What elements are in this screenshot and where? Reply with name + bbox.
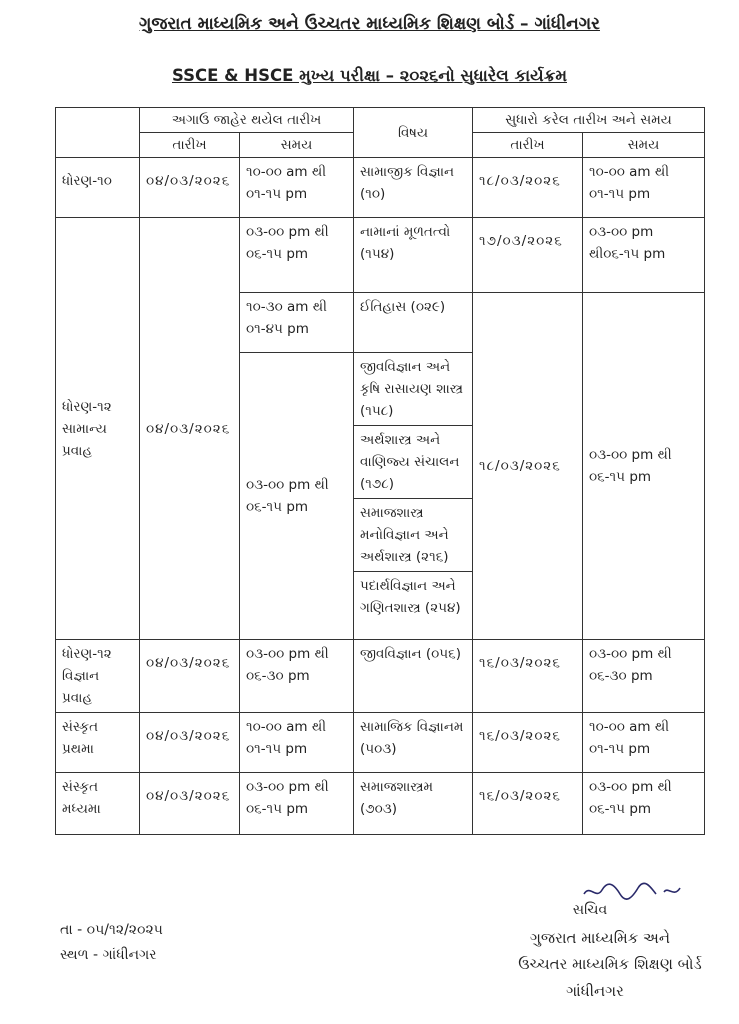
header-announced: અગાઉ જાહેર થયેલ તારીખ [140, 108, 354, 133]
new-date: ૧૮/૦૩/૨૦૨૬ [473, 293, 583, 640]
old-date: ૦૪/૦૩/૨૦૨૬ [140, 773, 240, 835]
new-time: ૦૩-૦૦ pm થી ૦૬-૧૫ pm [583, 773, 705, 835]
new-date: ૧૮/૦૩/૨૦૨૬ [473, 158, 583, 218]
header-time: સમય [240, 133, 354, 158]
subject: નામાનાં મૂળતત્વો (૧૫૪) [354, 218, 473, 293]
old-time: ૦૩-૦૦ pm થી ૦૬-૧૫ pm [240, 353, 354, 640]
subject: સામાજિક વિજ્ઞાનમ (૫૦૩) [354, 713, 473, 773]
old-date: ૦૪/૦૩/૨૦૨૬ [140, 158, 240, 218]
new-time: ૦૩-૦૦ pm થી ૦૬-૧૫ pm [583, 293, 705, 640]
board-title: ગુજરાત માધ્યમિક અને ઉચ્ચતર માધ્યમિક શિક્ષણ બોર્ડ – ગાંધીનગર [139, 14, 600, 34]
row-standard: ધોરણ-૧૦ [56, 158, 140, 218]
old-time: ૧૦-૦૦ am થી ૦૧-૧૫ pm [240, 713, 354, 773]
subject: અર્થશાસ્ત્ર અને વાણિજ્ય સંચાલન (૧૭૮) [354, 426, 473, 499]
row-standard: ધોરણ-૧૨ વિજ્ઞાન પ્રવાહ [56, 640, 140, 713]
old-time: ૦૩-૦૦ pm થી ૦૬-૩૦ pm [240, 640, 354, 713]
row-standard: ધોરણ-૧૨ સામાન્ય પ્રવાહ [56, 218, 140, 640]
secretary-label: સચિવ [572, 902, 608, 918]
new-time: ૧૦-૦૦ am થી ૦૧-૧૫ pm [583, 158, 705, 218]
new-time: ૦૩-૦૦ pm થી ૦૬-૩૦ pm [583, 640, 705, 713]
new-date: ૧૬/૦૩/૨૦૨૬ [473, 773, 583, 835]
subject: ઈતિહાસ (૦૨૯) [354, 293, 473, 353]
subject: પદાર્થવિજ્ઞાન અને ગણિતશાસ્ત્ર (૨૫૪) [354, 572, 473, 640]
issue-place: સ્થળ - ગાંધીનગર [60, 947, 157, 963]
issue-date: તા - ૦૫/૧૨/૨૦૨૫ [60, 922, 163, 938]
old-time: ૧૦-૩૦ am થી ૦૧-૪૫ pm [240, 293, 354, 353]
new-date: ૧૬/૦૩/૨૦૨૬ [473, 713, 583, 773]
header-date: તારીખ [140, 133, 240, 158]
subject: જીવવિજ્ઞાન અને કૃષિ રાસાયણ શાસ્ત્ર (૧૫૮) [354, 353, 473, 426]
exam-title: SSCE & HSCE મુખ્ય પરીક્ષા – ૨૦૨૬નો સુધારેલ કાર્યક્રમ [171, 66, 567, 85]
row-standard: સંસ્કૃત પ્રથમા [56, 713, 140, 773]
subject: જીવવિજ્ઞાન (૦૫૬) [354, 640, 473, 713]
new-date: ૧૬/૦૩/૨૦૨૬ [473, 640, 583, 713]
schedule-table [55, 107, 705, 835]
old-time: ૦૩-૦૦ pm થી ૦૬-૧૫ pm [240, 773, 354, 835]
old-time: ૦૩-૦૦ pm થી ૦૬-૧૫ pm [240, 218, 354, 293]
subject: સામાજીક વિજ્ઞાન (૧૦) [354, 158, 473, 218]
new-time: ૧૦-૦૦ am થી ૦૧-૧૫ pm [583, 713, 705, 773]
board-name-line2: ઉચ્ચતર માધ્યમિક શિક્ષણ બોર્ડ [518, 955, 702, 973]
old-date: ૦૪/૦૩/૨૦૨૬ [140, 640, 240, 713]
subject: સમાજશાસ્ત્રમ (૭૦૩) [354, 773, 473, 835]
board-place: ગાંધીનગર [566, 982, 624, 1000]
header-time: સમય [583, 133, 705, 158]
signature-scribble [580, 880, 690, 902]
old-date: ૦૪/૦૩/૨૦૨૬ [140, 713, 240, 773]
old-date: ૦૪/૦૩/૨૦૨૬ [140, 218, 240, 640]
old-time: ૧૦-૦૦ am થી ૦૧-૧૫ pm [240, 158, 354, 218]
header-blank [56, 108, 140, 158]
board-name-line1: ગુજરાત માધ્યમિક અને [529, 929, 671, 947]
header-date: તારીખ [473, 133, 583, 158]
new-date: ૧૭/૦૩/૨૦૨૬ [473, 218, 583, 293]
header-subject: વિષય [354, 108, 473, 158]
row-standard: સંસ્કૃત મધ્યમા [56, 773, 140, 835]
subject: સમાજશાસ્ત્ર મનોવિજ્ઞાન અને અર્થશાસ્ત્ર (૨૧૬) [354, 499, 473, 572]
header-revised: સુધારો કરેલ તારીખ અને સમય [473, 108, 705, 133]
signature [580, 880, 690, 902]
new-time: ૦૩-૦૦ pm થી૦૬-૧૫ pm [583, 218, 705, 293]
